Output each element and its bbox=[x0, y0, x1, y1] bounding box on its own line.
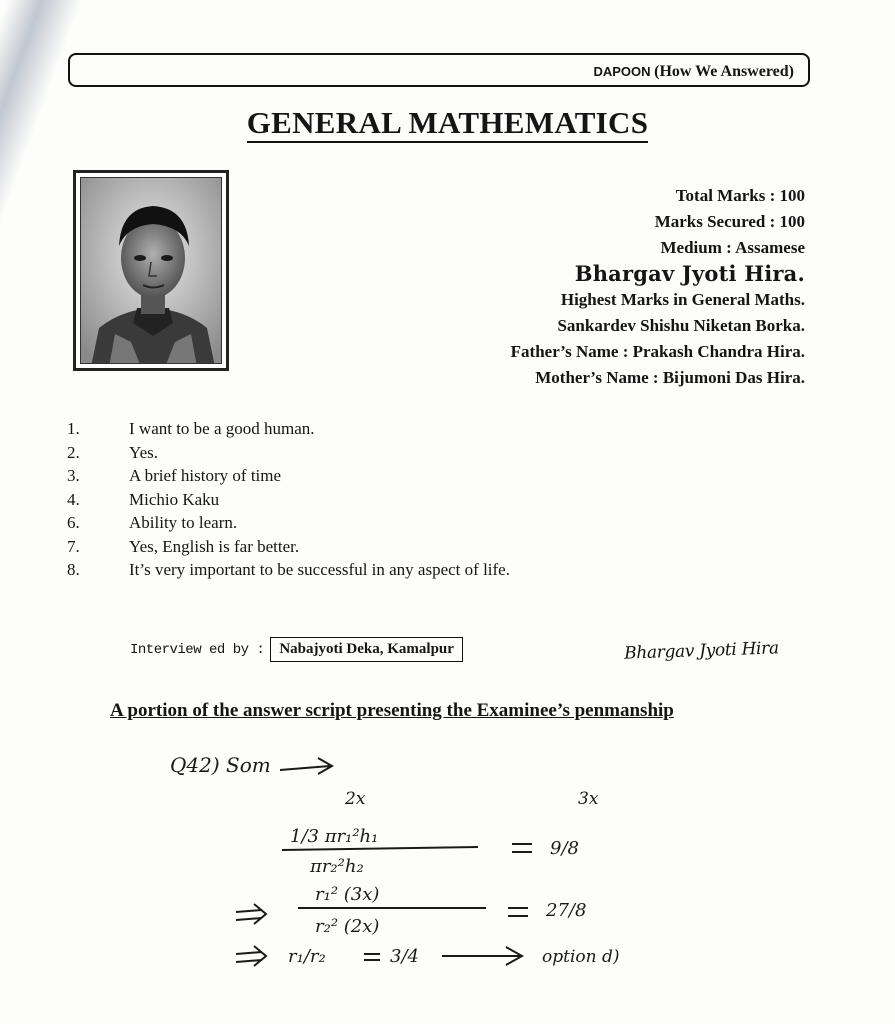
eq1-result: 9/8 bbox=[550, 838, 579, 859]
list-item bbox=[67, 558, 510, 582]
page-title bbox=[0, 105, 895, 141]
interviewed-by-label: Interview ed by : bbox=[130, 641, 265, 658]
answer-number: 7. bbox=[67, 536, 80, 556]
eq2-numerator: r₁² (3x) bbox=[315, 884, 380, 905]
page-title-text: GENERAL MATHEMATICS bbox=[247, 105, 649, 143]
answer-number: 4. bbox=[67, 489, 80, 509]
eq2-denominator: r₂² (2x) bbox=[315, 916, 380, 937]
list-item bbox=[67, 511, 510, 535]
answer-number: 8. bbox=[67, 560, 80, 579]
list-item bbox=[67, 464, 510, 488]
answer-text: Yes. bbox=[129, 442, 158, 462]
answer-text: I want to be a good human. bbox=[129, 419, 315, 438]
signature bbox=[622, 628, 787, 675]
answer-text: A brief history of time bbox=[129, 466, 282, 485]
answer-number: 2. bbox=[67, 442, 80, 462]
answer-text: It’s very important to be successful in any aspect of life. bbox=[129, 560, 510, 579]
handwritten-solution bbox=[150, 740, 710, 985]
header-bar bbox=[68, 53, 810, 87]
father-name: Father’s Name : Prakash Chandra Hira. bbox=[510, 342, 805, 361]
distinction: Highest Marks in General Maths. bbox=[560, 290, 805, 309]
header-label: DAPOON bbox=[593, 64, 651, 79]
answer-text: Yes, English is far better. bbox=[129, 536, 300, 556]
question-label: Q42) Som bbox=[170, 753, 271, 777]
eq1-numerator: 1/3 πr₁²h₁ bbox=[290, 826, 379, 847]
answer-number: 6. bbox=[67, 513, 80, 532]
total-marks: Total Marks : 100 bbox=[675, 186, 805, 205]
mother-name: Mother’s Name : Bijumoni Das Hira. bbox=[535, 368, 805, 387]
list-item bbox=[67, 535, 510, 559]
ratio-right: 3x bbox=[578, 789, 599, 809]
student-photo bbox=[73, 170, 229, 371]
answer-text: Ability to learn. bbox=[129, 513, 238, 532]
eq2-result: 27/8 bbox=[546, 900, 587, 921]
eq3-lhs: r₁/r₂ bbox=[288, 946, 326, 967]
list-item bbox=[67, 417, 510, 441]
ratio-left: 2x bbox=[345, 789, 366, 809]
section-caption: A portion of the answer script presenting the Examinee’s penmanship bbox=[110, 700, 674, 721]
marks-secured: Marks Secured : 100 bbox=[654, 212, 805, 231]
answer-option: option d) bbox=[542, 947, 620, 967]
interviewer-name: Nabajyoti Deka, Kamalpur bbox=[270, 637, 463, 662]
eq1-denominator: πr₂²h₂ bbox=[310, 856, 364, 877]
svg-text:Bhargav Jyoti Hira: Bhargav Jyoti Hira bbox=[623, 638, 780, 664]
list-item bbox=[67, 441, 510, 465]
header-subtitle: (How We Answered) bbox=[654, 63, 794, 80]
answer-number: 3. bbox=[67, 466, 80, 485]
student-info bbox=[511, 183, 805, 391]
answer-number: 1. bbox=[67, 419, 80, 438]
student-name: Bhargav Jyoti Hira. bbox=[574, 261, 805, 286]
medium: Medium : Assamese bbox=[660, 238, 805, 257]
answer-text: Michio Kaku bbox=[129, 489, 220, 509]
photo-image bbox=[80, 177, 222, 364]
list-item bbox=[67, 488, 510, 512]
eq3-rhs: 3/4 bbox=[390, 946, 419, 967]
interview-credit bbox=[130, 637, 463, 662]
answers-list bbox=[67, 417, 510, 582]
school-name: Sankardev Shishu Niketan Borka. bbox=[557, 316, 805, 335]
header-text bbox=[593, 63, 794, 81]
